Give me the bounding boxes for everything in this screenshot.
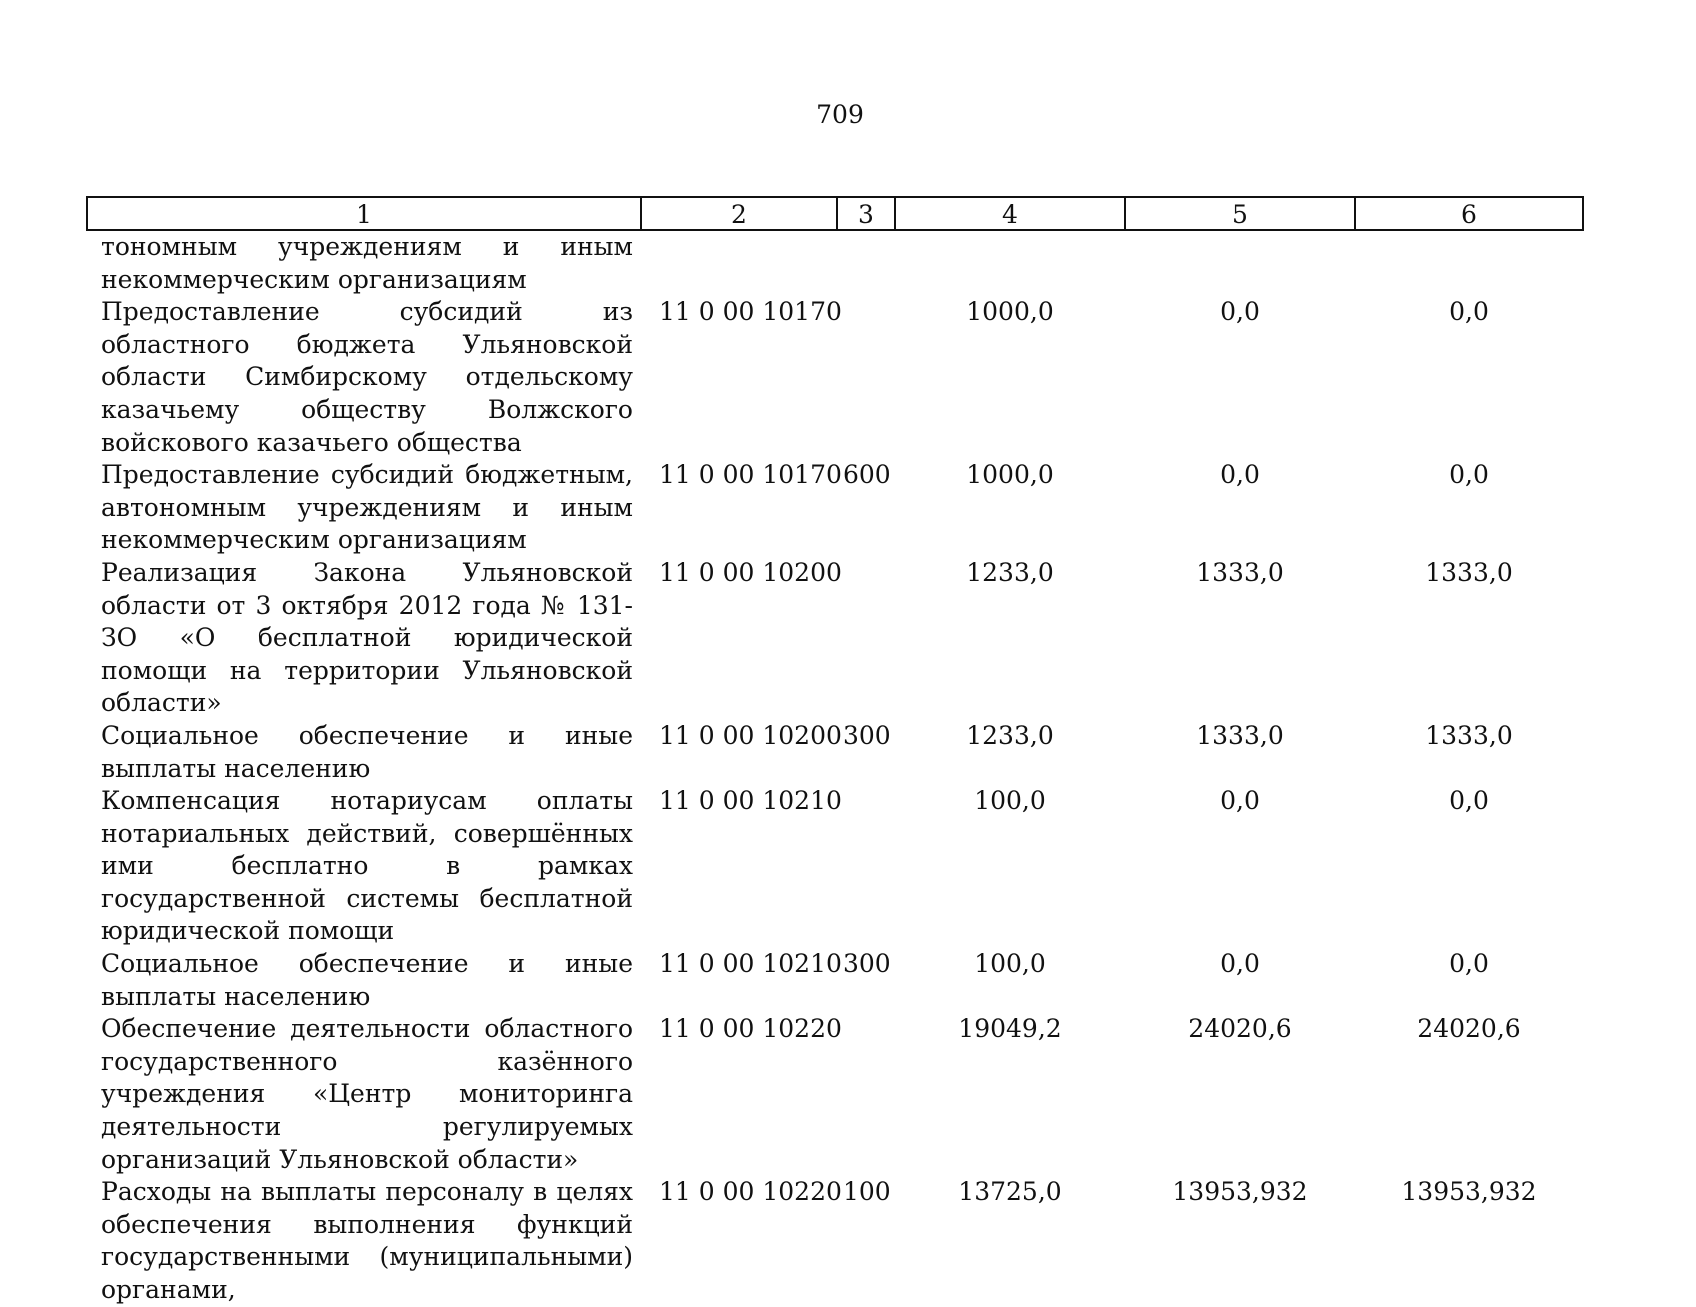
column-header-1: 1 [87,197,641,230]
row-expense-type: 600 [843,460,891,490]
row-amount-col4: 19049,2 [958,1014,1062,1044]
row-target-code: 11 0 00 10220 [659,1177,842,1207]
row-description: Предоставление субсидий бюджетным, автономным учреждениям и иным некоммерческим организациям [101,460,633,555]
row-target-code [641,230,837,296]
row-description: Социальное обеспечение и иные выплаты населению [101,949,633,1011]
row-amount-col4: 1233,0 [966,720,1054,750]
row-amount-col4: 1000,0 [966,297,1054,327]
row-target-code: 11 0 00 10210 [659,786,842,816]
table-header [87,197,1583,230]
column-header-4: 4 [895,197,1125,230]
row-amount-col5: 24020,6 [1188,1014,1292,1044]
row-amount-col5: 0,0 [1220,297,1260,327]
table-row [87,296,1583,459]
row-amount-col4: 100,0 [974,949,1046,979]
row-amount-col5: 0,0 [1220,949,1260,979]
row-expense-type: 100 [843,1177,891,1207]
row-description: тономным учреждениям и иным некоммерческим организациям [101,232,633,294]
row-amount-col6: 0,0 [1449,786,1489,816]
row-amount-col4 [895,230,1125,296]
row-expense-type: 300 [843,720,891,750]
row-description: Социальное обеспечение и иные выплаты населению [101,720,633,783]
row-amount-col6: 0,0 [1449,460,1489,490]
table-row [87,948,1583,1013]
row-target-code: 11 0 00 10200 [659,557,842,587]
row-amount-col5: 0,0 [1220,786,1260,816]
budget-table [86,196,1584,1307]
table-row [87,230,1583,296]
table-row [87,557,1583,720]
row-amount-col6: 24020,6 [1417,1014,1521,1044]
row-amount-col5: 0,0 [1220,460,1260,490]
row-amount-col5: 13953,932 [1172,1177,1308,1207]
row-amount-col4: 100,0 [974,786,1046,816]
row-amount-col4: 13725,0 [958,1177,1062,1207]
table-body [87,230,1583,1307]
row-target-code: 11 0 00 10200 [659,720,842,750]
row-amount-col6 [1355,230,1583,296]
table-row [87,720,1583,785]
row-amount-col5 [1125,230,1355,296]
row-amount-col5: 1333,0 [1196,557,1284,587]
column-header-2: 2 [641,197,837,230]
table-row [87,1013,1583,1176]
column-header-6: 6 [1355,197,1583,230]
row-description: Реализация Закона Ульяновской области от 3 октября 2012 года № 131-ЗО «О бесплатной юридической помощи на территории Ульяновской области» [101,557,633,718]
page-number: 709 [816,100,864,129]
row-amount-col4: 1000,0 [966,460,1054,490]
row-description: Расходы на выплаты персоналу в целях обеспечения выполнения функций государственными (муниципальными) органами, [101,1177,633,1304]
row-expense-type: 300 [843,949,891,979]
row-description: Предоставление субсидий из областного бюджета Ульяновской области Симбирскому отдельскому казачьему обществу Волжского войскового казачьего общества [101,297,633,457]
row-expense-type [837,230,895,296]
row-amount-col5: 1333,0 [1196,720,1284,750]
row-amount-col6: 0,0 [1449,297,1489,327]
row-expense-type [837,296,895,459]
row-target-code: 11 0 00 10220 [659,1014,842,1044]
row-amount-col6: 0,0 [1449,949,1489,979]
row-expense-type [837,785,895,948]
column-header-5: 5 [1125,197,1355,230]
row-expense-type [837,557,895,720]
column-header-3: 3 [837,197,895,230]
row-amount-col6: 1333,0 [1425,557,1513,587]
table-row [87,1176,1583,1306]
row-target-code: 11 0 00 10170 [659,460,842,490]
row-amount-col4: 1233,0 [966,557,1054,587]
table-row [87,785,1583,948]
table-row [87,459,1583,557]
row-amount-col6: 13953,932 [1401,1177,1537,1207]
row-amount-col6: 1333,0 [1425,720,1513,750]
row-target-code: 11 0 00 10210 [659,949,842,979]
row-description: Обеспечение деятельности областного государственного казённого учреждения «Центр мониторинга деятельности регулируемых организаций Ульяновской области» [101,1014,633,1174]
row-description: Компенсация нотариусам оплаты нотариальных действий, совершённых ими бесплатно в рамках государственной системы бесплатной юридической помощи [101,786,633,946]
row-target-code: 11 0 00 10170 [659,297,842,327]
row-expense-type [837,1013,895,1176]
